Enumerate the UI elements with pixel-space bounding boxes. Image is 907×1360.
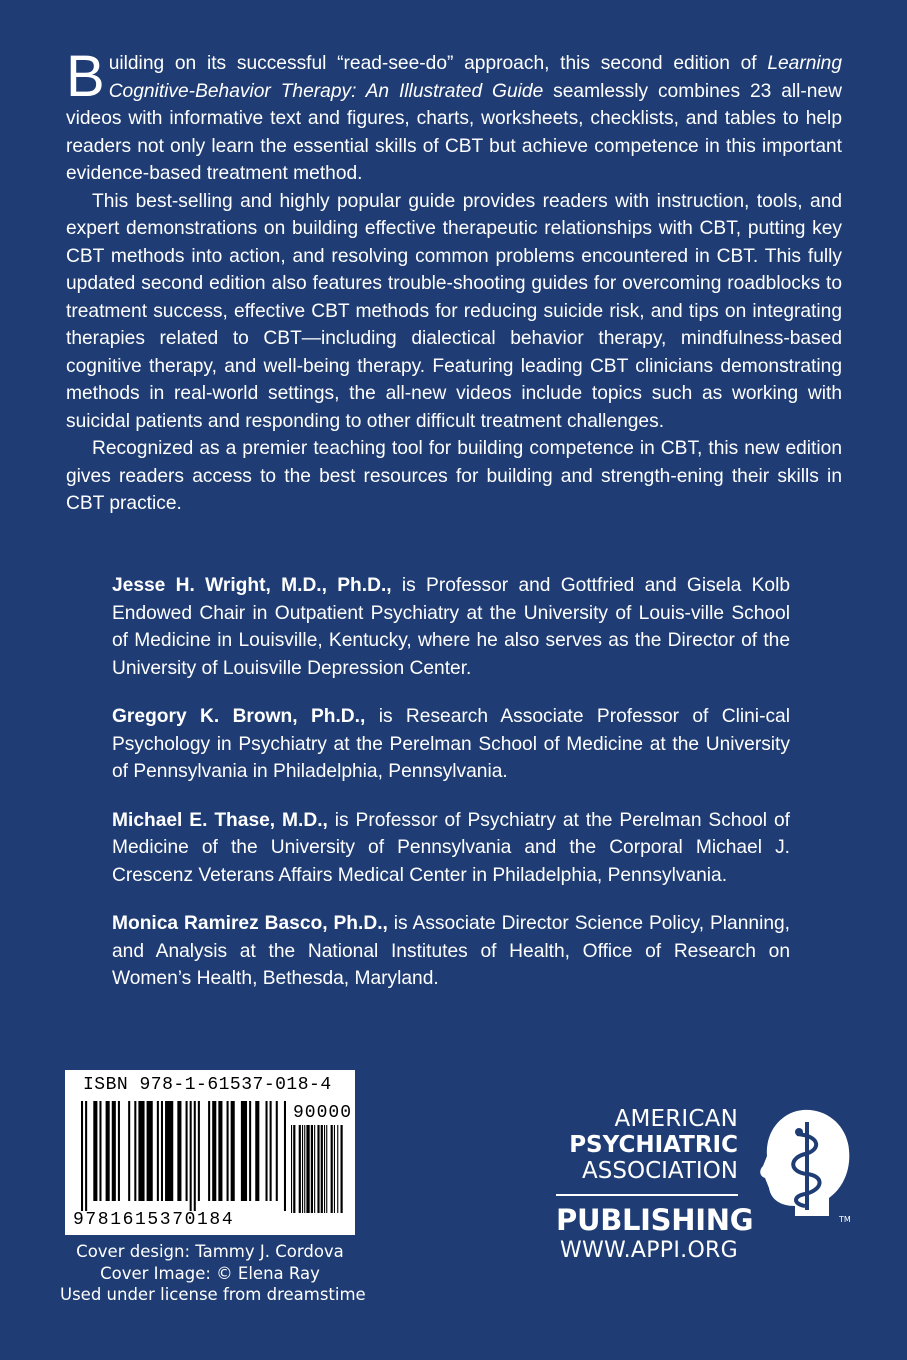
publisher-logo-text: [556, 1106, 754, 1237]
cover-image-credit: Cover Image: © Elena Ray: [100, 1263, 320, 1283]
barcode-bar: [326, 1125, 327, 1213]
cover-credits: [60, 1241, 366, 1306]
barcode-bar: [324, 1125, 325, 1213]
barcode-bar: [157, 1101, 159, 1201]
author-name: Jesse H. Wright, M.D., Ph.D.,: [112, 575, 392, 596]
author-description: is Associate Director Science Policy, Planning, and Analysis at the National Institutes of Health, Office of Research on Women’s Health, Bethesda, Maryland.: [112, 913, 791, 989]
barcode-bar: [227, 1101, 229, 1201]
barcode-bar: [85, 1101, 87, 1211]
author-description: is Research Associate Professor of Clini-cal Psychology in Psychiatry at the Perelman School of Medicine at the University of Pennsylvania in Philadelphia, Pennsylvania.: [112, 706, 790, 782]
publisher-line-psychiatric: PSYCHIATRIC: [569, 1132, 738, 1158]
ean13-bars-graphic: [81, 1101, 287, 1213]
barcode-bar: [208, 1101, 210, 1201]
barcode-bar: [241, 1101, 247, 1201]
barcode-bar: [306, 1125, 309, 1213]
barcode-bar: [93, 1101, 97, 1201]
barcode-bar: [194, 1101, 196, 1211]
barcode-bar: [276, 1101, 278, 1201]
ean-digits: 9781615370184: [73, 1210, 235, 1230]
author-name: Gregory K. Brown, Ph.D.,: [112, 706, 366, 727]
author-bio-thase: [112, 807, 790, 890]
barcode-bar: [165, 1101, 173, 1201]
barcode-bar: [99, 1101, 101, 1201]
barcode-bar: [291, 1125, 292, 1213]
barcode-bar: [302, 1125, 303, 1213]
publisher-line-association: ASSOCIATION: [582, 1158, 738, 1184]
barcode-bar: [112, 1101, 116, 1201]
barcode-bar: [331, 1125, 333, 1213]
addon-bars-graphic: [291, 1125, 343, 1213]
barcode-bar: [255, 1101, 259, 1201]
barcode-bar: [134, 1101, 136, 1201]
barcode-bar: [293, 1125, 295, 1213]
blurb-paragraph-3: Recognized as a premier teaching tool for building competence in CBT, this new edition gives readers access to the best resources for building and strength-ening their skills in CBT practice.: [66, 438, 842, 514]
barcode-bar: [147, 1101, 153, 1201]
addon-barcode-bars: [291, 1125, 343, 1213]
back-cover-blurb: [66, 44, 842, 518]
barcode-bar: [81, 1101, 83, 1211]
publisher-url: WWW.APPI.ORG: [559, 1238, 738, 1263]
barcode-bar: [177, 1101, 181, 1201]
license-credit: Used under license from dreamstime: [60, 1285, 366, 1304]
barcode-bar: [128, 1101, 130, 1201]
blurb-paragraph-2: This best-selling and highly popular guide provides readers with instruction, tools, and expert demonstrations on building effective therapeutic relationships with CBT, putting key CBT methods into action, and resolving common problems encountered in CBT. This fully updated second edition also features trouble-shooting guides for overcoming roadblocks to treatment success, effective CBT methods for reducing suicide risk, and tips on integrating therapies related to CBT—including dialectical behavior therapy, mindfulness-based cognitive therapy, and well-being therapy. Featuring leading CBT clinicians demonstrating methods in real-world settings, the all-new videos include topics such as working with suicidal patients and responding to other difficult treatment challenges.: [66, 190, 842, 432]
blurb-p1-intro: uilding on its successful “read-see-do” approach, this second edition of: [108, 53, 768, 74]
author-description: is Professor of Psychiatry at the Perelman School of Medicine of the University of Pennsylvania and the Corporal Michael J. Crescenz Veterans Affairs Medical Center in Philadelphia, Pennsylvania.: [112, 809, 790, 886]
barcode-bars: [81, 1101, 287, 1213]
author-bios: [112, 572, 790, 1014]
author-bio-basco: [112, 910, 790, 993]
barcode-bar: [118, 1101, 120, 1201]
author-name: Michael E. Thase, M.D.,: [112, 809, 328, 831]
barcode-bar: [304, 1125, 305, 1213]
barcode-bar: [317, 1125, 319, 1213]
barcode-bar: [311, 1125, 313, 1213]
barcode-bar: [321, 1125, 323, 1213]
barcode-bar: [138, 1101, 144, 1201]
barcode-bar: [198, 1101, 200, 1201]
cover-design-credit: Cover design: Tammy J. Cordova: [76, 1242, 344, 1261]
barcode-bar: [314, 1125, 315, 1213]
barcode-bar: [337, 1125, 338, 1213]
barcode-bar: [218, 1101, 222, 1201]
author-bio-brown: [112, 703, 790, 786]
book-title: Learning Cognitive-Behavior Therapy: An Illustrated Guide: [108, 53, 842, 102]
barcode-bar: [190, 1101, 192, 1211]
barcode-bar: [284, 1101, 286, 1211]
barcode-bar: [270, 1101, 272, 1201]
barcode-bar: [106, 1101, 110, 1201]
barcode-bar: [186, 1101, 188, 1201]
blurb-paragraph-1: [66, 44, 842, 188]
author-name: Monica Ramirez Basco, Ph.D.,: [112, 913, 388, 934]
barcode-bar: [341, 1125, 343, 1213]
publisher-line-american: AMERICAN: [614, 1106, 738, 1132]
barcode-bar: [266, 1101, 268, 1201]
barcode-bar: [249, 1101, 251, 1201]
apa-emblem-icon: [755, 1106, 855, 1224]
isbn-label: ISBN 978-1-61537-018-4: [83, 1075, 332, 1095]
publisher-line-publishing: PUBLISHING: [556, 1203, 754, 1237]
isbn-barcode: [65, 1070, 355, 1235]
logo-divider: [556, 1194, 738, 1196]
price-code: 90000: [293, 1103, 353, 1123]
trademark-mark: TM: [839, 1215, 851, 1224]
barcode-bar: [299, 1125, 301, 1213]
barcode-bar: [212, 1101, 216, 1201]
author-description: is Professor and Gottfried and Gisela Kolb Endowed Chair in Outpatient Psychiatry at the University of Louis-ville School of Medicine in Louisville, Kentucky, where he also serves as the Director of the University of Louisville Depression Center.: [112, 575, 790, 679]
barcode-bar: [161, 1101, 163, 1201]
blurb-p1-rest: seamlessly combines 23 all-new videos with informative text and figures, charts, worksheets, checklists, and tables to help readers not only learn the essential skills of CBT but achieve competence in this important evidence-based treatment method.: [66, 80, 842, 184]
barcode-bar: [334, 1125, 335, 1213]
author-bio-wright: [112, 572, 790, 682]
barcode-bar: [231, 1101, 235, 1201]
drop-cap: B: [66, 44, 105, 109]
